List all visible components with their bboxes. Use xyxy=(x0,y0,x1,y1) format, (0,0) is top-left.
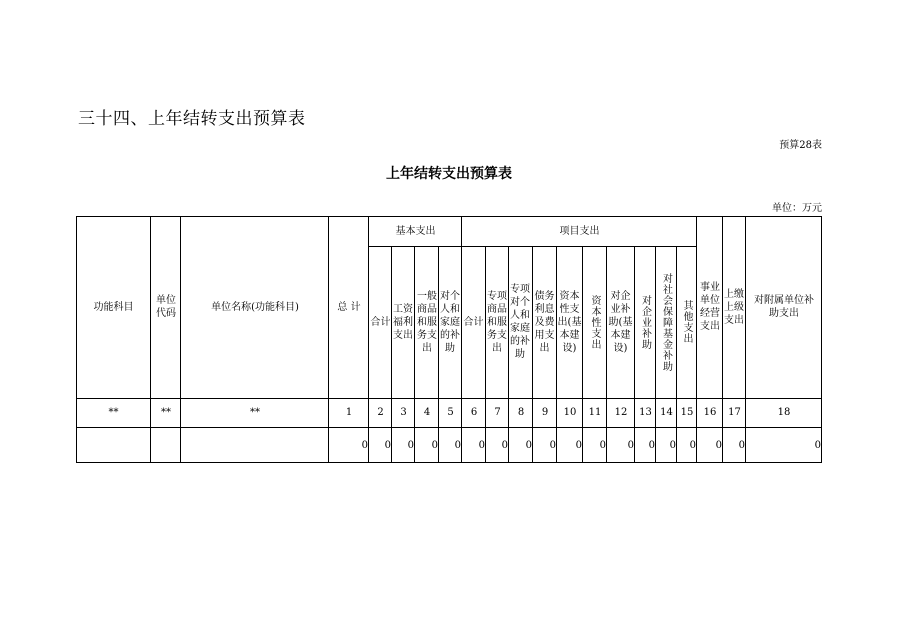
header-project-other: 其他支出 xyxy=(681,300,692,344)
index-num: 7 xyxy=(494,407,501,418)
header-basic-total: 合计 xyxy=(370,316,391,328)
index-num: 9 xyxy=(541,407,549,418)
index-num: 12 xyxy=(614,407,628,418)
data-value: 0 xyxy=(478,439,485,451)
header-project-goods-services: 专项商品和服务支出 xyxy=(487,290,507,354)
index-num: 16 xyxy=(703,407,717,418)
data-value: 0 xyxy=(689,439,696,451)
data-value: 0 xyxy=(814,439,821,451)
data-value: 0 xyxy=(407,439,414,451)
header-business-expense: 事业单位经营支出 xyxy=(700,282,720,332)
header-project-debt-interest: 债务利息及费用支出 xyxy=(534,290,555,354)
header-unit-code: 单位代码 xyxy=(156,295,176,319)
header-basic-salary: 工资福利支出 xyxy=(393,303,413,341)
index-num: 8 xyxy=(517,407,525,418)
data-value: 0 xyxy=(549,439,556,451)
index-num: 17 xyxy=(728,407,741,418)
index-num: 10 xyxy=(563,407,577,418)
data-value: 0 xyxy=(738,439,745,451)
index-num: 11 xyxy=(588,407,602,418)
index-num: 15 xyxy=(680,407,694,418)
table-title: 上年结转支出预算表 xyxy=(386,166,512,182)
index-num: 4 xyxy=(423,407,431,418)
index-star-code: ** xyxy=(161,407,171,418)
budget-table xyxy=(76,216,822,463)
header-project-group: 项目支出 xyxy=(559,225,600,237)
header-project-enterprise-construction: 对企业补助(基本建设) xyxy=(608,290,633,354)
data-value: 0 xyxy=(525,439,532,451)
header-project-individual-subsidy: 专项对个人和家庭的补助 xyxy=(510,284,530,360)
index-num: 3 xyxy=(400,407,407,418)
index-num: 18 xyxy=(777,407,791,418)
index-num: 14 xyxy=(660,407,673,418)
header-subsidiary-expense: 对附属单位补助支出 xyxy=(754,295,814,319)
header-project-total: 合计 xyxy=(463,316,484,328)
data-value: 0 xyxy=(501,439,508,451)
header-project-capital-construction: 资本性支出(基本建设) xyxy=(557,290,582,354)
data-value: 0 xyxy=(454,439,461,451)
header-total: 总 计 xyxy=(337,301,361,313)
header-project-capital: 资本性支出 xyxy=(589,294,600,350)
data-value: 0 xyxy=(669,439,676,451)
data-value: 0 xyxy=(715,439,722,451)
data-value: 0 xyxy=(384,439,391,451)
header-unit-name: 单位名称(功能科目) xyxy=(211,301,299,313)
header-func-subject: 功能科目 xyxy=(93,301,134,313)
header-upper-expense: 上缴上级支出 xyxy=(724,288,744,326)
index-num: 2 xyxy=(377,407,384,418)
header-basic-individual-subsidy: 对个人和家庭的补助 xyxy=(440,290,460,354)
header-basic-goods-services: 一般商品和服务支出 xyxy=(417,290,437,354)
index-star-name: ** xyxy=(250,407,260,418)
header-project-enterprise-subsidy: 对企业补助 xyxy=(639,294,651,350)
data-value: 0 xyxy=(575,439,582,451)
page-heading: 三十四、上年结转支出预算表 xyxy=(78,109,306,129)
data-value: 0 xyxy=(361,439,368,451)
data-value: 0 xyxy=(648,439,655,451)
data-value: 0 xyxy=(627,439,634,451)
index-star-func: ** xyxy=(108,407,119,418)
header-basic-group: 基本支出 xyxy=(395,225,436,237)
table-number: 预算28表 xyxy=(779,140,822,151)
header-project-social-security: 对社会保障基金补助 xyxy=(660,272,672,372)
unit-label: 单位：万元 xyxy=(772,203,822,214)
index-num: 5 xyxy=(447,407,454,418)
index-num: 13 xyxy=(639,407,652,418)
index-num: 1 xyxy=(345,407,353,418)
data-value: 0 xyxy=(599,439,606,451)
data-value: 0 xyxy=(431,439,438,451)
index-num: 6 xyxy=(470,407,478,418)
